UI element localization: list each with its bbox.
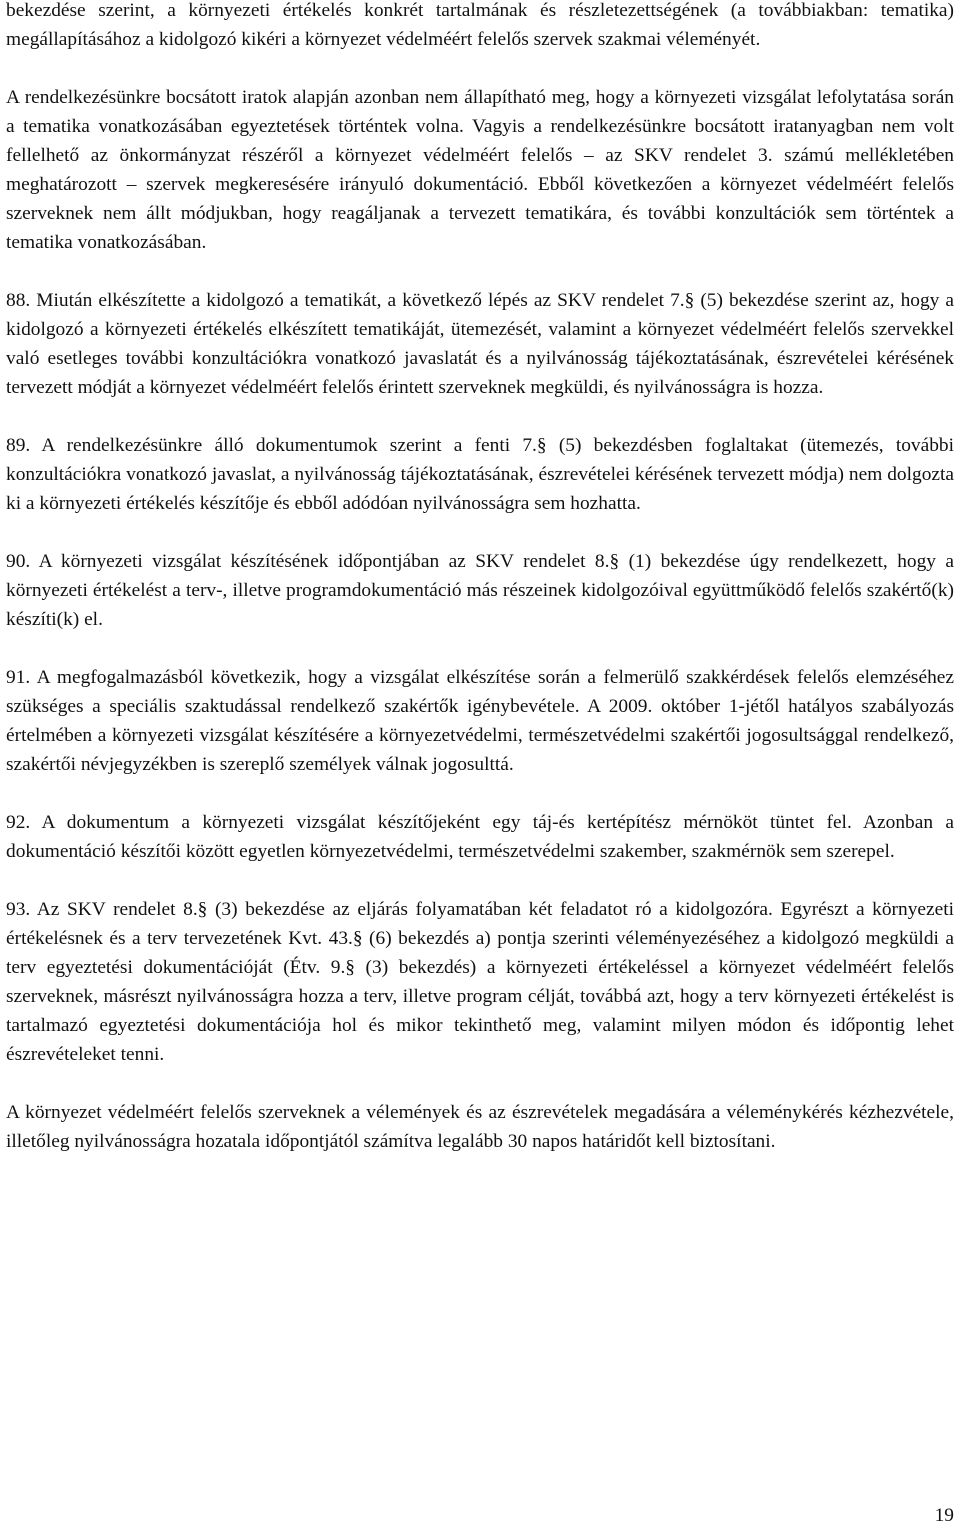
paragraph-intro: A rendelkezésünkre bocsátott iratok alapján azonban nem állapítható meg, hogy a környezeti vizsgálat lefolytatása során a tematika vonatkozásában egyeztetések történtek volna. Vagyis a rendelkezésünkre bocsátott iratanyagban nem volt fellelhető az önkormányzat részéről a környezet védelméért felelős – az SKV rendelet 3. számú mellékletében meghatározott – szervek megkeresésére irányuló dokumentáció. Ebből következően a környezet védelméért felelős szerveknek nem állt módjukban, hogy reagáljanak a tervezett tematikára, és további konzultációk sem történtek a tematika vonatkozásában. [6,87,954,253]
paragraph-91: 91. A megfogalmazásból következik, hogy a vizsgálat elkészítése során a felmerülő szakkérdések felelős elemzéséhez szükséges a speciális szaktudással rendelkező szakértők igénybevétele. A 2009. október 1-jétől hatályos szabályozás értelmében a környezeti vizsgálat készítésére a környezetvédelmi, természetvédelmi szakértői jogosultsággal rendelkező, szakértői névjegyzékben is szereplő személyek válnak jogosulttá. [6,667,954,775]
paragraph-92: 92. A dokumentum a környezeti vizsgálat készítőjeként egy táj-és kertépítész mérnököt tüntet fel. Azonban a dokumentáció készítői között egyetlen környezetvédelmi, természetvédelmi szakember, szakmérnök sem szerepel. [6,812,954,862]
paragraph-90: 90. A környezeti vizsgálat készítésének időpontjában az SKV rendelet 8.§ (1) bekezdése úgy rendelkezett, hogy a környezeti értékelést a terv-, illetve programdokumentáció más részeinek kidolgozóival együttműködő felelős szakértő(k) készíti(k) el. [6,551,954,630]
paragraph-88: 88. Miután elkészítette a kidolgozó a tematikát, a következő lépés az SKV rendelet 7.§ (5) bekezdése szerint az, hogy a kidolgozó a környezeti értékelés elkészített tematikáját, ütemezését, valamint a környezet védelméért felelős szervekkel való esetleges további konzultációkra vonatkozó javaslatát és a nyilvánosság tájékoztatásának, észrevételei kérésének tervezett módját a környezet védelméért felelős érintett szerveknek megküldi, és nyilvánosságra is hozza. [6,290,954,398]
paragraph-deadline: A környezet védelméért felelős szerveknek a vélemények és az észrevételek megadására a véleménykérés kézhezvétele, illetőleg nyilvánosságra hozatala időpontjától számítva legalább 30 napos határidőt kell biztosítani. [6,1102,954,1152]
paragraph-93: 93. Az SKV rendelet 8.§ (3) bekezdése az eljárás folyamatában két feladatot ró a kidolgozóra. Egyrészt a környezeti értékelésnek és a terv tervezetének Kvt. 43.§ (6) bekezdés a) pontja szerinti véleményezéséhez a kidolgozó megküldi a terv egyeztetési dokumentációját (Étv. 9.§ (3) bekezdés) a környezeti értékeléssel a környezet védelméért felelős szerveknek, másrészt nyilvánosságra hozza a terv, illetve program célját, továbbá azt, hogy a terv környezeti értékelést is tartalmazó egyeztetési dokumentációja hol és mikor tekinthető meg, valamint milyen módon és időpontig lehet észrevételeket tenni. [6,899,954,1065]
paragraph-89: 89. A rendelkezésünkre álló dokumentumok szerint a fenti 7.§ (5) bekezdésben foglaltakat (ütemezés, további konzultációkra vonatkozó javaslat, a nyilvánosság tájékoztatásának, észrevételei kérésének tervezett módja) nem dolgozta ki a környezeti értékelés készítője és ebből adódóan nyilvánosságra sem hozhatta. [6,435,954,514]
paragraph-continuation: bekezdése szerint, a környezeti értékelés konkrét tartalmának és részletezettségének (a továbbiakban: tematika) megállapításához a kidolgozó kikéri a környezet védelméért felelős szervek szakmai véleményét. [6,0,954,50]
page-number: 19 [934,1505,954,1526]
